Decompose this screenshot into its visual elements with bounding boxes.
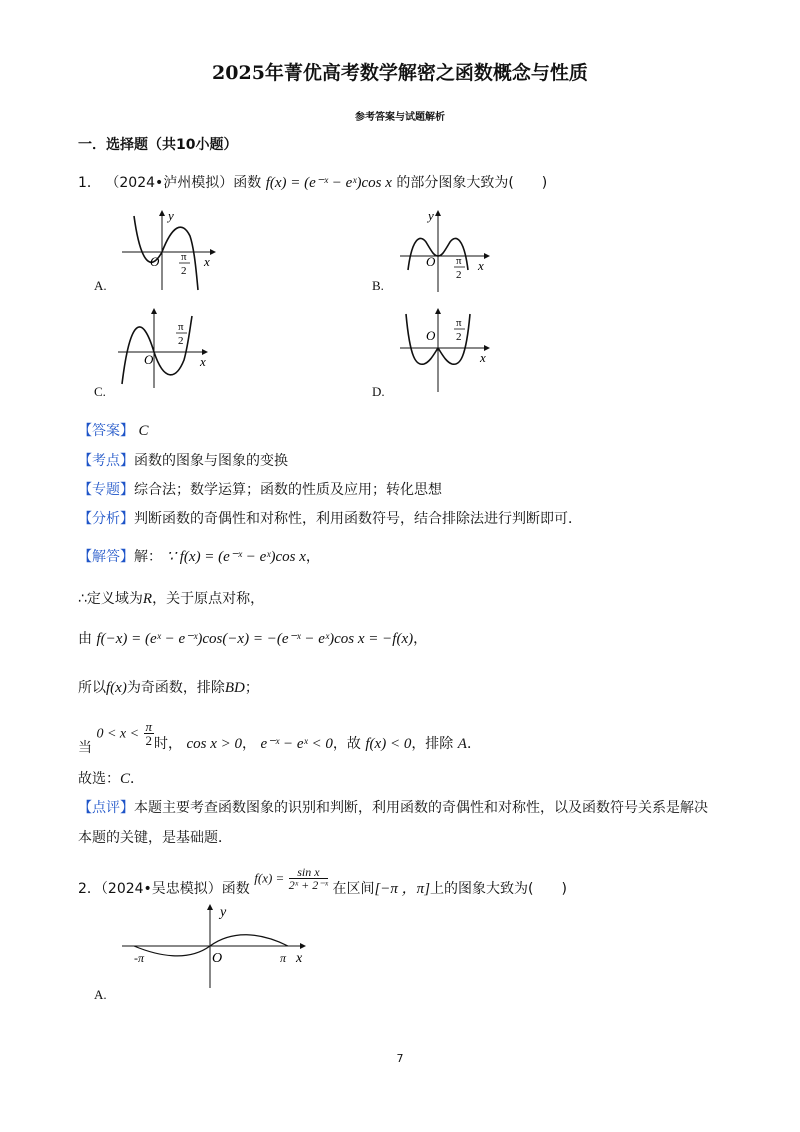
separator: ， [242, 735, 257, 752]
origin-label: O [212, 951, 223, 966]
option-b-label[interactable]: B. [372, 278, 384, 293]
dianping-text-2: 本题的关键，是基础题． [78, 830, 232, 846]
option-c-label[interactable]: C. [94, 384, 106, 399]
so-bd: BD [224, 680, 245, 696]
option-a-label[interactable]: A. [94, 278, 107, 293]
so-prefix: 所以 [78, 680, 106, 696]
jieda-line [78, 546, 320, 566]
origin-label: O [426, 328, 436, 343]
kaodian-tag: 【考点】 [78, 453, 134, 469]
dianping-text-1: 本题主要考查函数图象的识别和判断，利用函数的奇偶性和对称性，以及函数符号关系是解决 [134, 800, 708, 816]
domain-prefix: ∴定义域为 [78, 591, 143, 607]
question-number: 1． [78, 175, 101, 191]
jieda-prefix: 解： [134, 549, 162, 565]
question-number: 2． [78, 880, 101, 897]
answer-line [78, 420, 148, 440]
domain-line [78, 588, 264, 608]
section-heading: 一．选择题（共10小题） [78, 137, 238, 153]
tick-pi-label: π [456, 317, 462, 329]
x-axis-label: x [204, 254, 210, 269]
pi-over-2-fraction [144, 720, 155, 747]
fenxi-tag: 【分析】 [78, 511, 134, 527]
x-axis-label: x [200, 354, 206, 369]
x-axis-label: x [296, 951, 303, 966]
dianping-tag: 【点评】 [78, 800, 134, 816]
zhuanti-line [78, 479, 442, 499]
fraction-denominator: 2 [145, 733, 153, 748]
when-inequality: 0 < x < [96, 726, 140, 742]
dianping-line-2 [78, 827, 232, 847]
page-number: 7 [396, 1052, 404, 1065]
q2-interval: [−π ，π] [374, 880, 431, 897]
tick-pi-label: π [181, 251, 187, 263]
option-a-graph [120, 208, 220, 294]
odd-proof-formula: f(−x) = (eˣ − e⁻ˣ)cos(−x) = −(e⁻ˣ − eˣ)cos x = −f(x) [96, 631, 414, 647]
answer-value: C [138, 423, 149, 439]
choose-value: C [120, 771, 131, 787]
sign-condition-line [78, 719, 481, 756]
y-axis-label: y [428, 208, 434, 223]
pi-label: π [280, 951, 287, 965]
jieda-comma: ， [305, 549, 320, 565]
fenxi-text: 判断函数的奇偶性和对称性，利用函数符号，结合排除法进行判断即可． [134, 511, 582, 527]
by-suffix: ， [413, 631, 428, 647]
tick-2-label: 2 [178, 335, 184, 347]
question-1-stem [78, 172, 547, 192]
period: ． [466, 735, 481, 752]
kaodian-text: 函数的图象与图象的变换 [134, 453, 288, 469]
dianping-line-1 [78, 797, 708, 817]
option-d-graph [398, 306, 498, 398]
tick-pi-label: π [456, 255, 462, 267]
option-d-label[interactable]: D. [372, 384, 385, 399]
cos-condition: cos x > 0 [186, 735, 243, 752]
exclude-a: A [457, 735, 467, 752]
so-mid: 为奇函数，排除 [126, 680, 225, 696]
answer-tag: 【答案】 [78, 423, 134, 439]
so-end: ； [244, 680, 259, 696]
y-axis-label: y [168, 208, 174, 223]
question-tail: 的部分图象大致为( ) [396, 175, 548, 191]
q2-option-a-graph [118, 900, 318, 990]
q2-mid: 在区间 [332, 880, 375, 897]
option-c-graph [116, 306, 220, 392]
conclusion-odd-line [78, 677, 259, 697]
zhuanti-text: 综合法；数学运算；函数的性质及应用；转化思想 [134, 482, 442, 498]
question-source: （2024•吴忠模拟）函数 [100, 880, 250, 897]
q2-option-a-label[interactable]: A. [94, 987, 107, 1002]
y-axis-label: y [220, 905, 227, 920]
fraction-numerator: π [145, 719, 153, 734]
domain-suffix: ，关于原点对称， [152, 591, 265, 607]
q2-f-left: f(x) = [254, 870, 285, 886]
domain-R: R [142, 591, 153, 607]
when-shi: 时， [154, 735, 183, 752]
tick-2-label: 2 [181, 265, 187, 277]
zhuanti-tag: 【专题】 [78, 482, 134, 498]
when-prefix: 当 [78, 739, 92, 756]
q2-denominator: 2ˣ + 2⁻ˣ [288, 878, 328, 892]
choose-line [78, 768, 144, 788]
tick-pi-label: π [178, 321, 184, 333]
page-subtitle: 参考答案与试题解析 [355, 112, 445, 123]
origin-label: O [144, 352, 154, 367]
choose-prefix: 故选： [78, 771, 120, 787]
function-formula: f(x) = (e⁻ˣ − eˣ)cos x [265, 175, 392, 191]
tick-2-label: 2 [456, 331, 462, 343]
q2-tail: 上的图象大致为( ) [430, 880, 567, 897]
odd-proof-line [78, 628, 427, 648]
neg-pi-label: -π [134, 951, 145, 965]
option-b-graph [398, 208, 498, 294]
x-axis-label: x [478, 258, 484, 273]
f-condition: f(x) < 0 [365, 735, 412, 752]
so-fx: f(x) [106, 680, 127, 696]
x-axis-label: x [480, 350, 486, 365]
question-2-stem [78, 865, 567, 897]
choose-end: ． [130, 771, 145, 787]
gu-text: ，故 [332, 735, 361, 752]
fenxi-line [78, 508, 582, 528]
jieda-tag: 【解答】 [78, 549, 134, 565]
origin-label: O [150, 254, 160, 269]
origin-label: O [426, 254, 436, 269]
exclude-text: ，排除 [411, 735, 454, 752]
kaodian-line [78, 450, 288, 470]
q2-fraction [289, 866, 328, 891]
exp-condition: e⁻ˣ − eˣ < 0 [260, 735, 333, 752]
question-source: （2024•泸州模拟）函数 [105, 175, 262, 191]
q2-numerator: sin x [289, 866, 328, 879]
by-prefix: 由 [78, 631, 92, 647]
tick-2-label: 2 [456, 269, 462, 281]
page-title: 2025年菁优高考数学解密之函数概念与性质 [212, 62, 588, 84]
jieda-formula: ∵ f(x) = (e⁻ˣ − eˣ)cos x [166, 549, 306, 565]
